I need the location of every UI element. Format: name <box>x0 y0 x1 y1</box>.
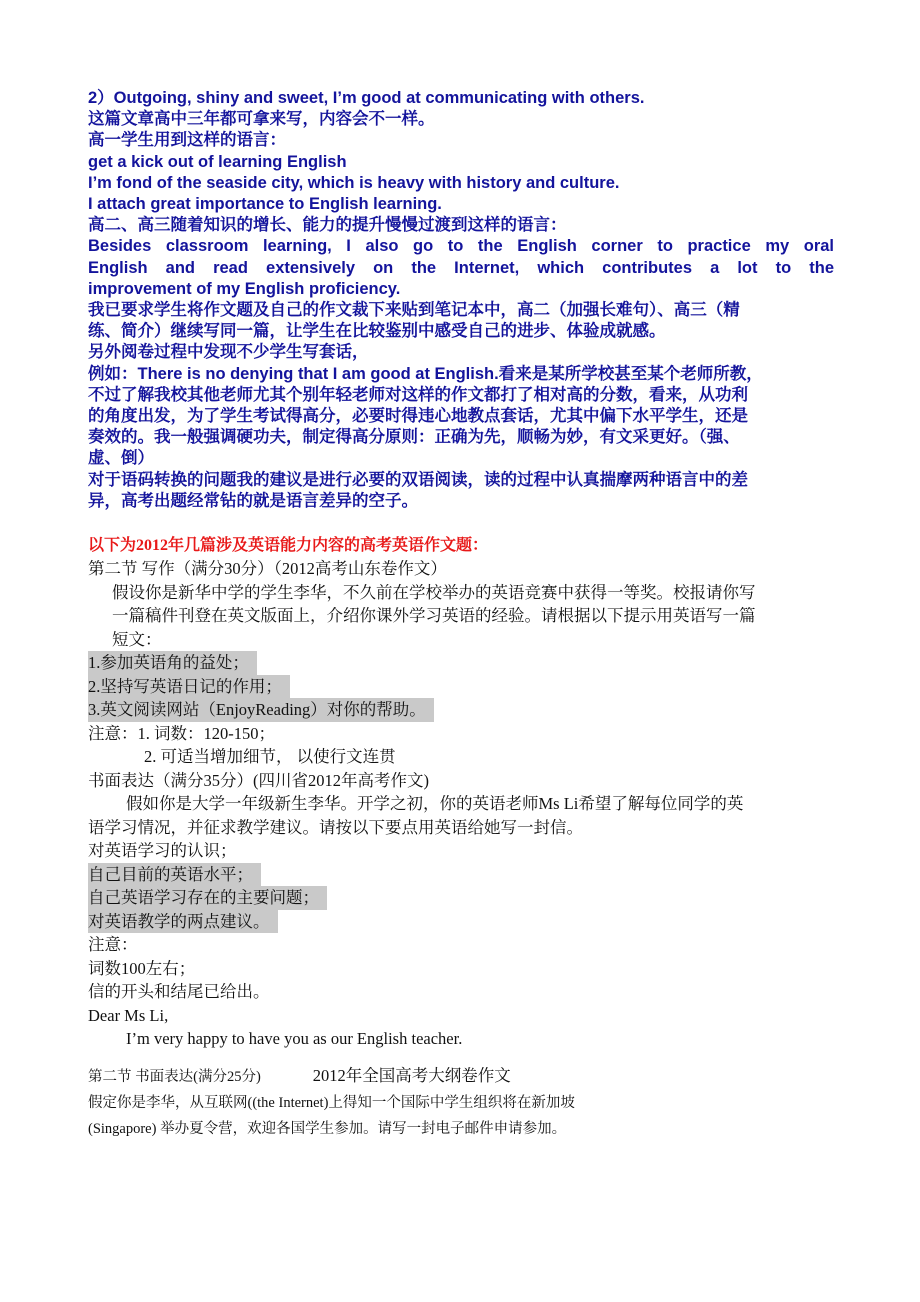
blue-paragraph: 高一学生用到这样的语言： <box>88 131 286 150</box>
blue-paragraph: 对于语码转换的问题我的建议是进行必要的双语阅读，读的过程中认真揣摩两种语言中的差 <box>88 470 748 489</box>
highlighted-text: 自己目前的英语水平； <box>88 863 261 887</box>
blue-paragraph: 2）Outgoing, shiny and sweet, I’m good at communicating with others. <box>88 89 645 107</box>
national-title-part: 2012年全国高考大纲卷作文 <box>312 1065 511 1085</box>
sichuan-intro: 假如你是大学一年级新生李华。开学之初，你的英语老师Ms Li希望了解每位同学的英 <box>126 794 744 814</box>
blue-paragraph: 不过了解我校其他老师尤其个别年轻老师对这样的作文都打了相对高的分数，看来，从功利 <box>88 385 748 404</box>
shandong-item <box>88 651 834 675</box>
blue-paragraph: I’m fond of the seaside city, which is heavy with history and culture. <box>88 173 620 192</box>
sichuan-note: 注意： <box>88 935 138 955</box>
document-page <box>88 88 834 1142</box>
shandong-intro: 假设你是新华中学的学生李华，不久前在学校举办的英语竞赛中获得一等奖。校报请你写 <box>112 582 756 602</box>
shandong-item <box>88 675 834 699</box>
sichuan-note: 词数100左右； <box>88 958 196 978</box>
shandong-note: 2. 可适当增加细节， 以使行文连贯 <box>144 747 396 767</box>
national-body: (Singapore) 举办夏令营，欢迎各国学生参加。请写一封电子邮件申请参加。 <box>88 1120 567 1137</box>
blue-paragraph: I attach great importance to English learning. <box>88 195 442 214</box>
shandong-item <box>88 698 834 722</box>
highlighted-text: 1.参加英语角的益处； <box>88 651 257 675</box>
blue-justified-line: Besides classroom learning, I also go to the English corner to practice my oral <box>88 237 834 256</box>
national-title-part: 第二节 书面表达(满分25分) <box>88 1068 261 1085</box>
letter-opening: I’m very happy to have you as our English teacher. <box>126 1029 463 1049</box>
blue-paragraph: 虚、倒） <box>88 449 154 468</box>
blue-paragraph: improvement of my English proficiency. <box>88 279 401 298</box>
blue-paragraph: get a kick out of learning English <box>88 152 347 171</box>
highlighted-text: 自己英语学习存在的主要问题； <box>88 886 327 910</box>
highlighted-text: 2.坚持写英语日记的作用； <box>88 675 290 699</box>
national-body: 假定你是李华，从互联网((the Internet)上得知一个国际中学生组织将在新加坡 <box>88 1094 575 1111</box>
blue-paragraph: 这篇文章高中三年都可拿来写，内容会不一样。 <box>88 110 435 129</box>
highlighted-text: 对英语教学的两点建议。 <box>88 910 278 934</box>
shandong-note: 注意：1. 词数：120-150； <box>88 723 275 743</box>
sichuan-title: 书面表达（满分35分）(四川省2012年高考作文) <box>88 770 429 790</box>
blue-paragraph: 另外阅卷过程中发现不少学生写套话， <box>88 343 369 362</box>
sichuan-item <box>88 886 834 910</box>
blue-paragraph: 练、简介）继续写同一篇，让学生在比较鉴别中感受自己的进步、体验成就感。 <box>88 322 666 341</box>
blue-justified-line: English and read extensively on the Internet, which contributes a lot to the <box>88 258 834 277</box>
letter-greeting: Dear Ms Li, <box>88 1005 169 1025</box>
shandong-intro: 短文： <box>112 629 162 649</box>
highlighted-text: 3.英文阅读网站（EnjoyReading）对你的帮助。 <box>88 698 434 722</box>
blue-paragraph: 高二、高三随着知识的增长、能力的提升慢慢过渡到这样的语言： <box>88 216 567 235</box>
sichuan-lead: 对英语学习的认识； <box>88 841 237 861</box>
blue-paragraph: 我已要求学生将作文题及自己的作文裁下来贴到笔记本中，高二（加强长难句）、高三（精 <box>88 301 740 320</box>
blue-paragraph: 奏效的。我一般强调硬功夫，制定得高分原则：正确为先，顺畅为妙，有文采更好。（强、 <box>88 428 740 447</box>
blue-paragraph: 的角度出发，为了学生考试得高分，必要时得违心地教点套话，尤其中偏下水平学生，还是 <box>88 407 748 426</box>
blue-paragraph: 例如：There is no denying that I am good at English.看来是某所学校甚至某个老师所教， <box>88 364 763 383</box>
shandong-title: 第二节 写作（满分30分）（2012高考山东卷作文） <box>88 559 447 579</box>
spacer <box>88 512 834 534</box>
sichuan-item <box>88 863 834 887</box>
sichuan-intro: 语学习情况，并征求教学建议。请按以下要点用英语给她写一封信。 <box>88 817 583 837</box>
blue-paragraph: 异，高考出题经常钻的就是语言差异的空子。 <box>88 491 418 510</box>
section-heading: 以下为2012年几篇涉及英语能力内容的高考英语作文题： <box>88 537 489 555</box>
national-title <box>88 1063 834 1090</box>
sichuan-note: 信的开头和结尾已给出。 <box>88 982 270 1002</box>
shandong-intro: 一篇稿件刊登在英文版面上，介绍你课外学习英语的经验。请根据以下提示用英语写一篇 <box>112 606 756 626</box>
spacer <box>88 1051 834 1063</box>
sichuan-item <box>88 910 834 934</box>
